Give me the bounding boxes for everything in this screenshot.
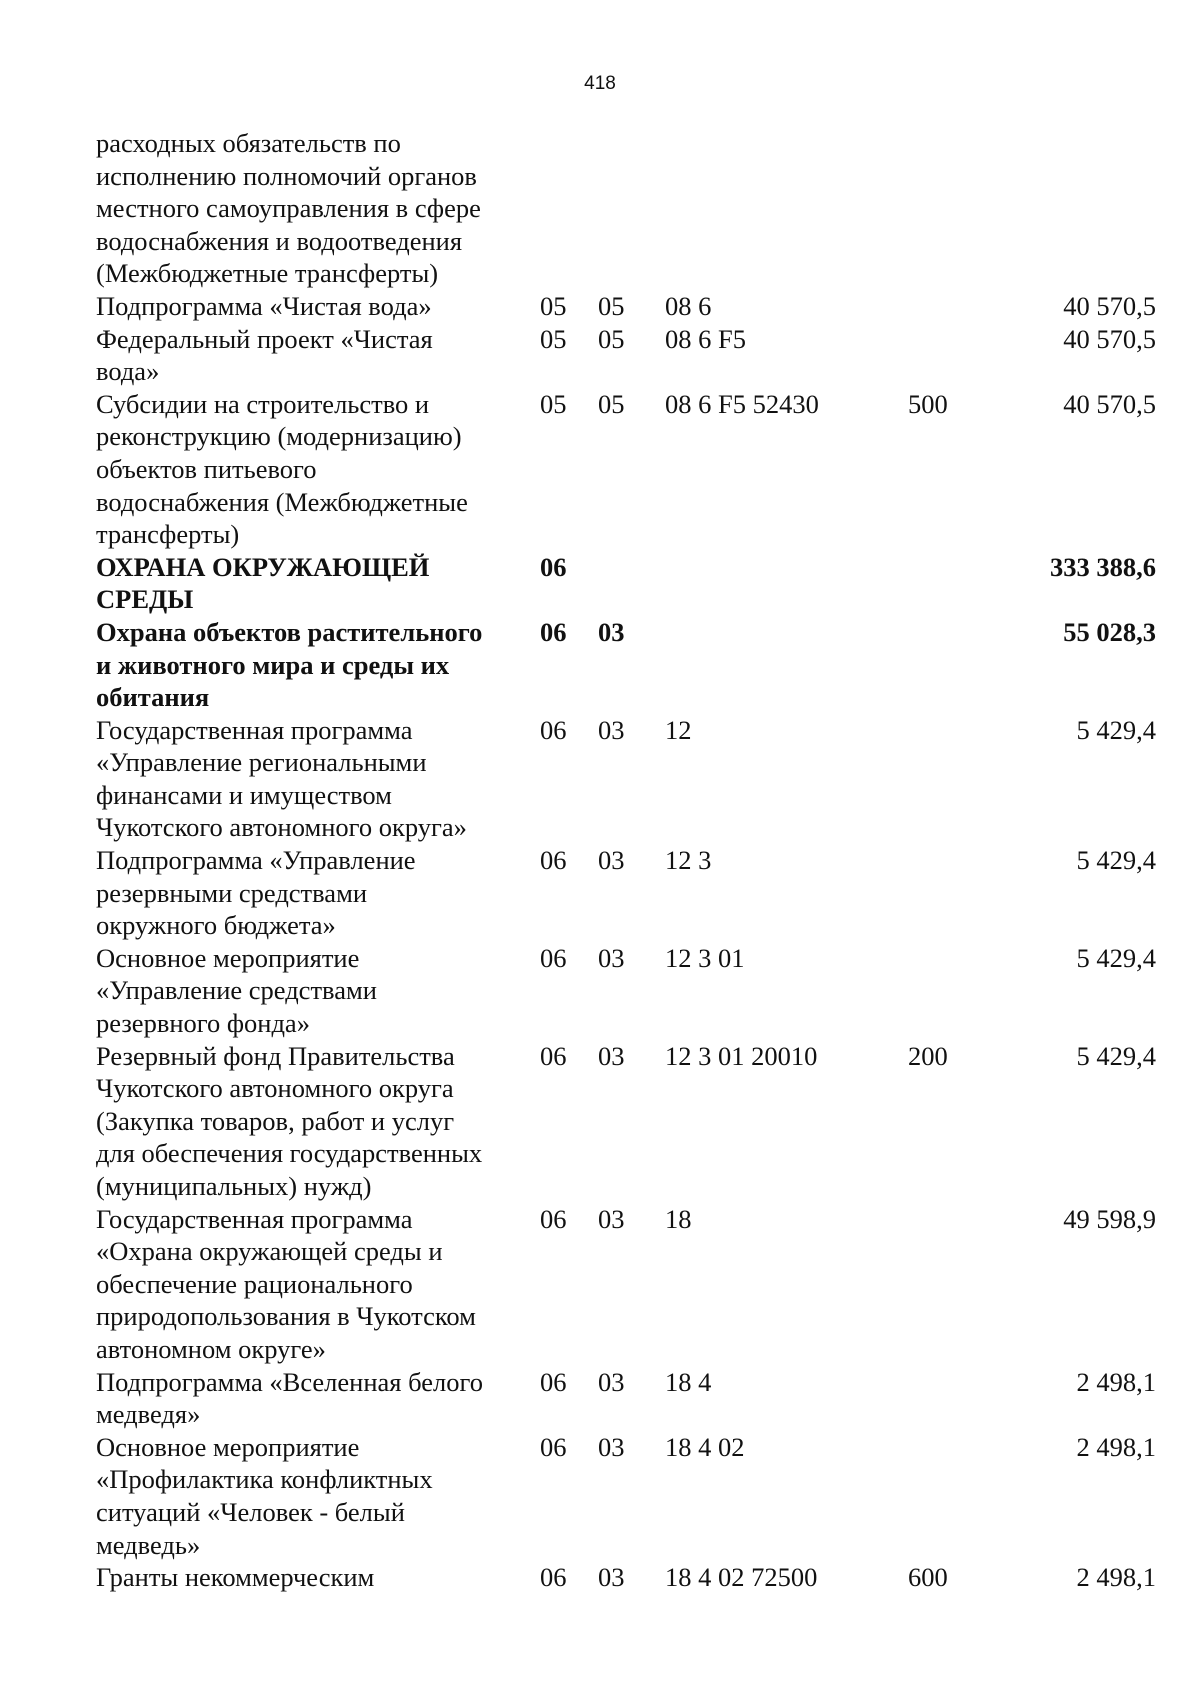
item-name-line: резервного фонда» [96, 1008, 310, 1039]
table-row [96, 323, 1156, 388]
target-item-code-cell: 18 [665, 1203, 692, 1234]
table-row [96, 844, 1156, 942]
expense-type-code-cell [908, 942, 971, 1040]
item-name-line: обеспечение рационального [96, 1268, 413, 1299]
item-name-line: «Охрана окружающей среды и [96, 1236, 443, 1267]
amount-cell: 5 429,4 [1076, 1040, 1156, 1071]
item-name-line: «Управление средствами [96, 975, 377, 1006]
expense-type-code-cell [908, 1366, 971, 1431]
section-code-cell: 05 [540, 323, 567, 354]
expense-type-code-cell [908, 714, 971, 844]
item-name-line: расходных обязательств по [96, 128, 401, 158]
subsection-code-cell: 03 [598, 1431, 625, 1462]
table-row [96, 1561, 1156, 1594]
item-name-cell [96, 1040, 540, 1203]
item-name-line: водоснабжения и водоотведения [96, 225, 463, 256]
item-name-line: Государственная программа [96, 714, 413, 745]
section-code-cell: 06 [540, 1431, 567, 1462]
item-name-cell [96, 290, 540, 323]
item-name-cell [96, 323, 540, 388]
subsection-code-cell: 03 [598, 942, 625, 973]
item-name-line: автономном округе» [96, 1333, 326, 1364]
table-row [96, 127, 1156, 290]
item-name-line: Подпрограмма «Управление [96, 845, 416, 876]
item-name-cell [96, 551, 540, 616]
expense-type-code-cell [908, 1203, 971, 1366]
item-name-line: для обеспечения государственных [96, 1138, 483, 1169]
amount-cell: 5 429,4 [1076, 714, 1156, 745]
expense-type-code-cell [908, 127, 971, 290]
item-name-line: Резервный фонд Правительства [96, 1040, 455, 1071]
item-name-line: водоснабжения (Межбюджетные [96, 486, 468, 517]
item-name-line: Субсидии на строительство и [96, 388, 430, 419]
section-code-cell: 05 [540, 290, 567, 321]
subsection-code-cell: 05 [598, 388, 625, 419]
target-item-code-cell [665, 127, 908, 290]
item-name-line: (Межбюджетные трансферты) [96, 258, 439, 289]
table-row [96, 1431, 1156, 1561]
subsection-code-cell: 03 [598, 1040, 625, 1071]
item-name-line: «Профилактика конфликтных [96, 1464, 433, 1495]
item-name-line: объектов питьевого [96, 453, 317, 484]
budget-table [96, 127, 1156, 1594]
amount-cell: 55 028,3 [1063, 616, 1156, 647]
target-item-code-cell: 18 4 02 72500 [665, 1562, 818, 1593]
expense-type-code-cell [908, 551, 971, 616]
item-name-cell [96, 714, 540, 844]
subsection-code-cell: 05 [598, 323, 625, 354]
item-name-cell [96, 1561, 540, 1594]
section-code-cell: 06 [540, 1040, 567, 1071]
item-name-line: вода» [96, 356, 160, 387]
section-code-cell: 06 [540, 1203, 567, 1234]
target-item-code-cell: 12 [665, 714, 692, 745]
target-item-code-cell: 12 3 01 [665, 942, 745, 973]
item-name-line: трансферты) [96, 519, 240, 550]
item-name-line: Чукотского автономного округа [96, 1073, 454, 1104]
target-item-code-cell: 18 4 [665, 1366, 712, 1397]
item-name-cell [96, 616, 540, 714]
subsection-code-cell: 03 [598, 1366, 625, 1397]
expense-type-code-cell: 500 [908, 388, 948, 419]
item-name-line: Гранты некоммерческим [96, 1562, 375, 1593]
section-code-cell: 06 [540, 714, 567, 745]
amount-cell: 2 498,1 [1076, 1431, 1156, 1462]
item-name-line: природопользования в Чукотском [96, 1301, 476, 1332]
item-name-line: Чукотского автономного округа» [96, 812, 467, 843]
table-row [96, 616, 1156, 714]
subsection-code-cell: 03 [598, 616, 625, 647]
item-name-line: (Закупка товаров, работ и услуг [96, 1105, 455, 1136]
subsection-code-cell: 03 [598, 845, 625, 876]
page-number: 418 [584, 73, 616, 94]
section-code-cell: 06 [540, 1366, 567, 1397]
item-name-line: окружного бюджета» [96, 910, 336, 941]
item-name-line: Подпрограмма «Вселенная белого [96, 1366, 483, 1397]
table-row [96, 1366, 1156, 1431]
item-name-cell [96, 1431, 540, 1561]
item-name-cell [96, 388, 540, 551]
expense-type-code-cell [908, 616, 971, 714]
item-name-line: «Управление региональными [96, 747, 427, 778]
expense-type-code-cell [908, 290, 971, 323]
item-name-line: Федеральный проект «Чистая [96, 323, 433, 354]
item-name-line: (муниципальных) нужд) [96, 1171, 372, 1201]
amount-cell: 5 429,4 [1076, 942, 1156, 973]
item-name-line: местного самоуправления в сфере [96, 193, 481, 224]
section-code-cell [540, 127, 598, 290]
expense-type-code-cell [908, 323, 971, 388]
subsection-code-cell: 03 [598, 1203, 625, 1234]
item-name-line: обитания [96, 682, 210, 713]
item-name-line: Основное мероприятие [96, 1431, 360, 1462]
item-name-cell [96, 844, 540, 942]
amount-cell: 40 570,5 [1063, 388, 1156, 419]
expense-type-code-cell [908, 844, 971, 942]
item-name-line: финансами и имуществом [96, 779, 392, 810]
amount-cell: 40 570,5 [1063, 323, 1156, 354]
item-name-line: Основное мероприятие [96, 942, 360, 973]
target-item-code-cell: 18 4 02 [665, 1431, 745, 1462]
target-item-code-cell [665, 551, 908, 616]
item-name-cell [96, 127, 540, 290]
table-row [96, 290, 1156, 323]
item-name-line: медведя» [96, 1399, 201, 1430]
expense-type-code-cell [908, 1431, 971, 1561]
section-code-cell: 06 [540, 942, 567, 973]
section-code-cell: 06 [540, 845, 567, 876]
item-name-line: Государственная программа [96, 1203, 413, 1234]
item-name-line: и животного мира и среды их [96, 649, 450, 680]
item-name-line: резервными средствами [96, 877, 368, 908]
target-item-code-cell: 08 6 [665, 290, 712, 321]
amount-cell: 49 598,9 [1063, 1203, 1156, 1234]
amount-cell: 2 498,1 [1076, 1366, 1156, 1397]
amount-cell [971, 127, 1156, 290]
expense-type-code-cell: 200 [908, 1040, 948, 1071]
item-name-cell [96, 1366, 540, 1431]
item-name-line: СРЕДЫ [96, 584, 194, 615]
subsection-code-cell [598, 127, 665, 290]
table-row [96, 1203, 1156, 1366]
item-name-cell [96, 942, 540, 1040]
section-code-cell: 05 [540, 388, 567, 419]
target-item-code-cell: 12 3 [665, 845, 712, 876]
section-code-cell: 06 [540, 616, 567, 647]
item-name-line: ситуаций «Человек - белый [96, 1496, 405, 1527]
amount-cell: 40 570,5 [1063, 290, 1156, 321]
table-row [96, 551, 1156, 616]
item-name-line: ОХРАНА ОКРУЖАЮЩЕЙ [96, 551, 430, 582]
amount-cell: 5 429,4 [1076, 845, 1156, 876]
item-name-line: Охрана объектов растительного [96, 616, 483, 647]
target-item-code-cell: 08 6 F5 52430 [665, 388, 819, 419]
target-item-code-cell: 12 3 01 20010 [665, 1040, 818, 1071]
item-name-line: медведь» [96, 1529, 201, 1560]
target-item-code-cell: 08 6 F5 [665, 323, 746, 354]
item-name-line: реконструкцию (модернизацию) [96, 421, 462, 452]
table-row [96, 388, 1156, 551]
table-row [96, 942, 1156, 1040]
table-row [96, 1040, 1156, 1203]
section-code-cell: 06 [540, 551, 567, 582]
amount-cell: 333 388,6 [1050, 551, 1156, 582]
item-name-line: Подпрограмма «Чистая вода» [96, 290, 432, 321]
table-row [96, 714, 1156, 844]
expense-type-code-cell: 600 [908, 1562, 948, 1593]
subsection-code-cell: 05 [598, 290, 625, 321]
target-item-code-cell [665, 616, 908, 714]
item-name-cell [96, 1203, 540, 1366]
section-code-cell: 06 [540, 1562, 567, 1593]
subsection-code-cell: 03 [598, 714, 625, 745]
table-body [96, 127, 1156, 1594]
item-name-line: исполнению полномочий органов [96, 160, 477, 191]
subsection-code-cell: 03 [598, 1562, 625, 1593]
amount-cell: 2 498,1 [1076, 1562, 1156, 1593]
subsection-code-cell [598, 551, 665, 616]
